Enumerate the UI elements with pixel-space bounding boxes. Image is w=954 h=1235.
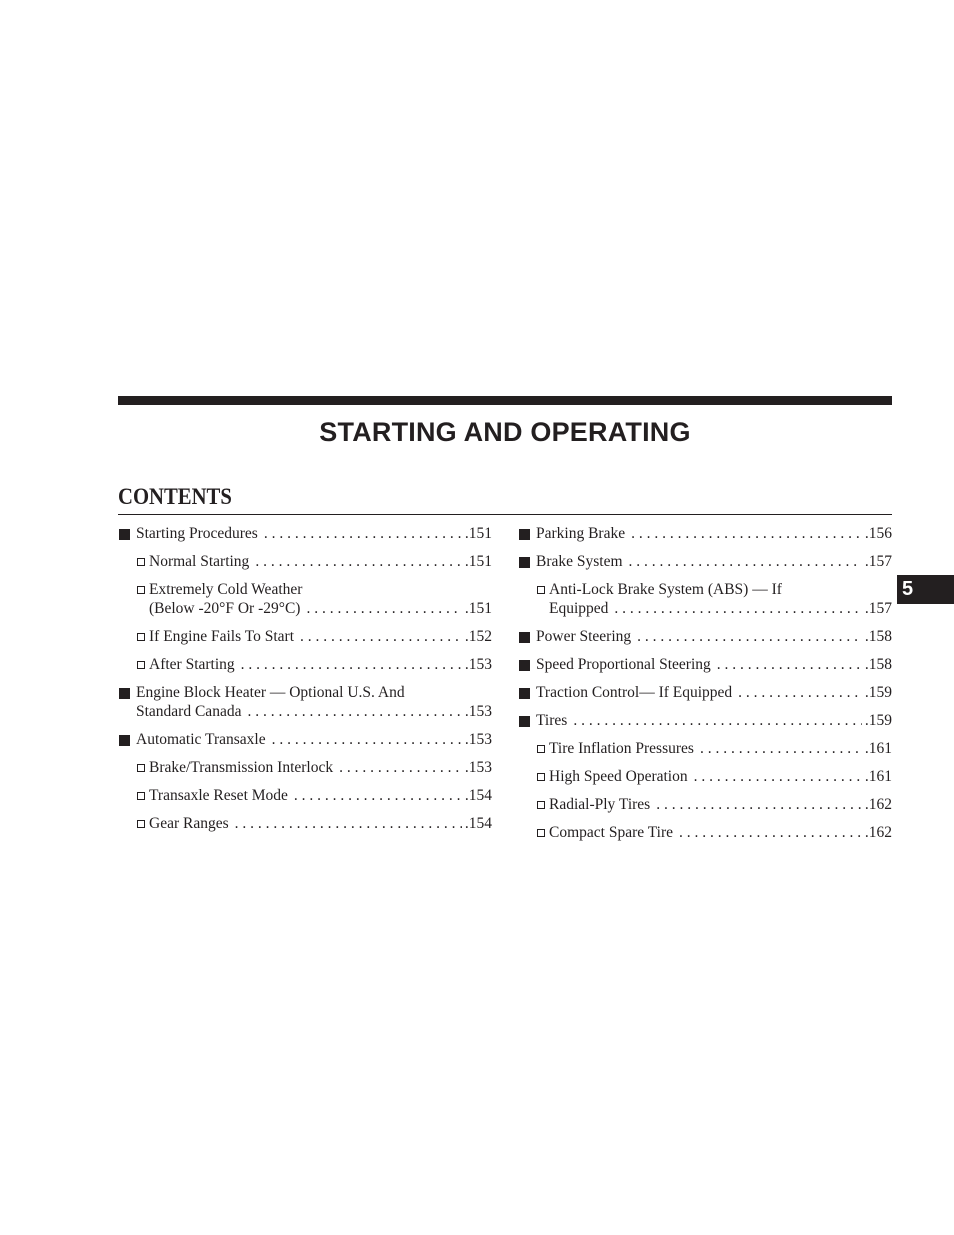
dot-leader bbox=[235, 814, 462, 833]
toc-entry-page-number: .157 bbox=[864, 553, 892, 570]
toc-entry[interactable] bbox=[118, 627, 492, 646]
filled-square-bullet-icon bbox=[119, 735, 130, 746]
dot-leader bbox=[717, 655, 862, 674]
toc-entry-title: Traction Control— If Equipped bbox=[536, 684, 733, 701]
hollow-square-bullet-icon bbox=[137, 792, 145, 800]
toc-entry[interactable] bbox=[518, 627, 892, 646]
toc-entry-title: Starting Procedures bbox=[136, 525, 258, 542]
filled-square-bullet-icon bbox=[119, 688, 130, 699]
filled-square-bullet-icon bbox=[519, 716, 530, 727]
toc-right-column bbox=[518, 524, 892, 842]
dot-leader bbox=[247, 702, 461, 721]
toc-entry-title: High Speed Operation bbox=[549, 768, 688, 785]
dot-leader bbox=[272, 730, 462, 749]
toc-entry-title: Gear Ranges bbox=[149, 815, 229, 832]
filled-square-bullet-icon bbox=[519, 660, 530, 671]
filled-square-bullet-icon bbox=[519, 529, 530, 540]
toc-entry-page-number: .161 bbox=[864, 768, 892, 785]
toc-entry-title: Parking Brake bbox=[536, 525, 626, 542]
toc-entry-page-number: .156 bbox=[864, 525, 892, 542]
toc-entry-page-number: .153 bbox=[464, 731, 492, 748]
toc-entry-title: Brake/Transmission Interlock bbox=[149, 759, 334, 776]
toc-entry-page-number: .157 bbox=[864, 600, 892, 617]
dot-leader bbox=[656, 795, 862, 814]
hollow-square-bullet-icon bbox=[137, 820, 145, 828]
toc-entry[interactable] bbox=[518, 795, 892, 814]
toc-entry[interactable] bbox=[118, 786, 492, 805]
toc-entry[interactable] bbox=[518, 823, 892, 842]
toc-entry[interactable] bbox=[118, 683, 492, 721]
dot-leader bbox=[300, 627, 462, 646]
toc-left-column bbox=[118, 524, 492, 833]
toc-entry[interactable] bbox=[518, 552, 892, 571]
dot-leader bbox=[631, 524, 862, 543]
toc-entry[interactable] bbox=[518, 580, 892, 618]
contents-heading: CONTENTS bbox=[118, 484, 232, 509]
toc-entry[interactable] bbox=[118, 730, 492, 749]
dot-leader bbox=[294, 786, 462, 805]
dot-leader bbox=[738, 683, 862, 702]
toc-entry-title: Anti-Lock Brake System (ABS) — If bbox=[549, 581, 782, 598]
hollow-square-bullet-icon bbox=[137, 661, 145, 669]
dot-leader bbox=[614, 599, 861, 618]
hollow-square-bullet-icon bbox=[537, 745, 545, 753]
toc-entry-page-number: .161 bbox=[864, 740, 892, 757]
toc-entry-title: Automatic Transaxle bbox=[136, 731, 266, 748]
toc-entry-page-number: .153 bbox=[464, 703, 492, 720]
toc-entry[interactable] bbox=[518, 683, 892, 702]
hollow-square-bullet-icon bbox=[137, 633, 145, 641]
toc-entry-title: Radial-Ply Tires bbox=[549, 796, 651, 813]
toc-entry[interactable] bbox=[518, 739, 892, 758]
hollow-square-bullet-icon bbox=[137, 558, 145, 566]
toc-entry-title: Equipped bbox=[549, 600, 609, 617]
toc-entry[interactable] bbox=[518, 655, 892, 674]
toc-entry-page-number: .151 bbox=[464, 553, 492, 570]
hollow-square-bullet-icon bbox=[137, 764, 145, 772]
dot-leader bbox=[637, 627, 862, 646]
toc-entry-title: Standard Canada bbox=[136, 703, 242, 720]
dot-leader bbox=[255, 552, 462, 571]
dot-leader bbox=[694, 767, 862, 786]
filled-square-bullet-icon bbox=[519, 632, 530, 643]
toc-entry-page-number: .151 bbox=[464, 525, 492, 542]
chapter-title: STARTING AND OPERATING bbox=[319, 417, 691, 447]
toc-entry-page-number: .158 bbox=[864, 656, 892, 673]
dot-leader bbox=[629, 552, 862, 571]
dot-leader bbox=[573, 711, 862, 730]
toc-entry-page-number: .153 bbox=[464, 656, 492, 673]
toc-entry[interactable] bbox=[118, 524, 492, 543]
dot-leader bbox=[700, 739, 862, 758]
toc-entry[interactable] bbox=[118, 758, 492, 777]
toc-entry-page-number: .152 bbox=[464, 628, 492, 645]
toc-entry-page-number: .151 bbox=[464, 600, 492, 617]
filled-square-bullet-icon bbox=[519, 557, 530, 568]
toc-entry-page-number: .162 bbox=[864, 824, 892, 841]
dot-leader bbox=[306, 599, 461, 618]
toc-entry-title: (Below -20°F Or -29°C) bbox=[149, 600, 301, 617]
toc-entry-title: Tires bbox=[536, 712, 568, 729]
toc-entry-title: Tire Inflation Pressures bbox=[549, 740, 694, 757]
toc-entry[interactable] bbox=[518, 767, 892, 786]
toc-entry-title: After Starting bbox=[149, 656, 235, 673]
hollow-square-bullet-icon bbox=[137, 586, 145, 594]
hollow-square-bullet-icon bbox=[537, 801, 545, 809]
hollow-square-bullet-icon bbox=[537, 773, 545, 781]
toc-entry[interactable] bbox=[118, 814, 492, 833]
toc-entry[interactable] bbox=[118, 580, 492, 618]
chapter-tab-marker: 5 bbox=[897, 575, 954, 604]
toc-entry[interactable] bbox=[118, 552, 492, 571]
toc-entry-title: Compact Spare Tire bbox=[549, 824, 673, 841]
filled-square-bullet-icon bbox=[519, 688, 530, 699]
toc-entry[interactable] bbox=[518, 524, 892, 543]
toc-entry-page-number: .162 bbox=[864, 796, 892, 813]
toc-entry-title: Transaxle Reset Mode bbox=[149, 787, 288, 804]
dot-leader bbox=[339, 758, 462, 777]
hollow-square-bullet-icon bbox=[537, 586, 545, 594]
toc-entry-title: If Engine Fails To Start bbox=[149, 628, 295, 645]
toc-entry-title: Normal Starting bbox=[149, 553, 250, 570]
toc-entry-page-number: .159 bbox=[864, 684, 892, 701]
dot-leader bbox=[264, 524, 462, 543]
toc-entry-page-number: .153 bbox=[464, 759, 492, 776]
hollow-square-bullet-icon bbox=[537, 829, 545, 837]
chapter-top-rule bbox=[118, 396, 892, 405]
toc-entry[interactable] bbox=[518, 711, 892, 730]
toc-entry[interactable] bbox=[118, 655, 492, 674]
toc-entry-title: Extremely Cold Weather bbox=[149, 581, 303, 598]
toc-entry-page-number: .154 bbox=[464, 787, 492, 804]
toc-entry-title: Power Steering bbox=[536, 628, 632, 645]
toc-entry-title: Engine Block Heater — Optional U.S. And bbox=[136, 684, 405, 701]
contents-rule bbox=[118, 514, 892, 515]
toc-entry-page-number: .154 bbox=[464, 815, 492, 832]
filled-square-bullet-icon bbox=[119, 529, 130, 540]
dot-leader bbox=[679, 823, 862, 842]
toc-entry-page-number: .158 bbox=[864, 628, 892, 645]
dot-leader bbox=[241, 655, 462, 674]
toc-entry-page-number: .159 bbox=[864, 712, 892, 729]
toc-entry-title: Speed Proportional Steering bbox=[536, 656, 711, 673]
toc-entry-title: Brake System bbox=[536, 553, 623, 570]
